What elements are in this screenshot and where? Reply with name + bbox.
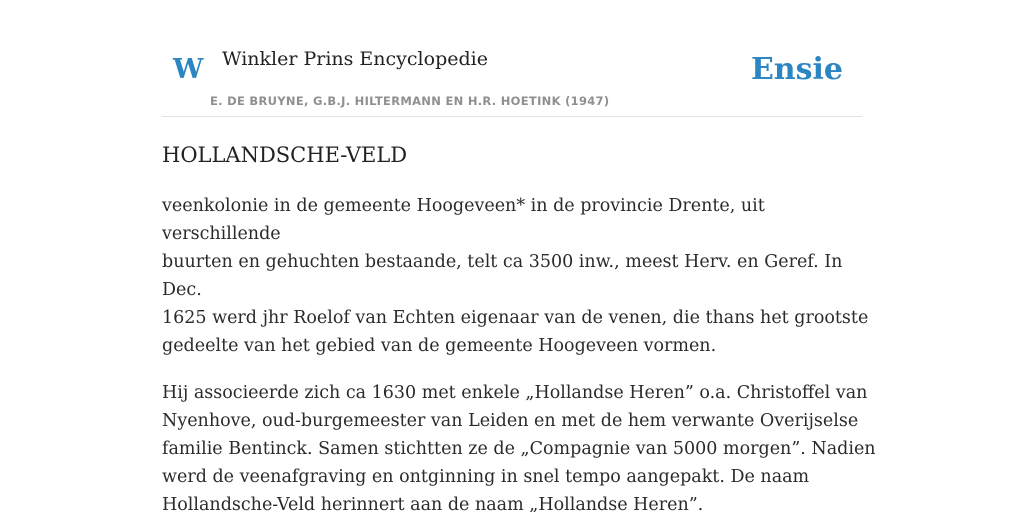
text-line: 1625 werd jhr Roelof van Echten eigenaar van de venen, die thans het grootste bbox=[162, 308, 869, 328]
text-line: familie Bentinck. Samen stichtten ze de „Compagnie van 5000 morgen”. Nadien bbox=[162, 439, 876, 459]
entry-title: HOLLANDSCHE-VELD bbox=[162, 143, 408, 167]
source-header bbox=[162, 0, 862, 117]
text-line: werd de veenafgraving en ontginning in snel tempo aangepakt. De naam bbox=[162, 467, 810, 487]
source-title[interactable]: Winkler Prins Encyclopedie bbox=[222, 48, 488, 70]
entry-body bbox=[162, 192, 882, 512]
text-line: Hij associeerde zich ca 1630 met enkele „Hollandse Heren” o.a. Christoffel van bbox=[162, 383, 868, 403]
source-authors: E. DE BRUYNE, G.B.J. HILTERMANN EN H.R. HOETINK (1947) bbox=[210, 94, 610, 108]
text-line: buurten en gehuchten bestaande, telt ca 3500 inw., meest Herv. en Geref. In Dec. bbox=[162, 252, 843, 300]
text-line: gedeelte van het gebied van de gemeente Hoogeveen vormen. bbox=[162, 336, 717, 356]
paragraph-2 bbox=[162, 379, 882, 512]
text-line: Nyenhove, oud-burgemeester van Leiden en met de hem verwante Overijselse bbox=[162, 411, 859, 431]
paragraph-1 bbox=[162, 192, 882, 360]
ensie-logo[interactable]: Ensie bbox=[750, 52, 843, 87]
text-line: veenkolonie in de gemeente Hoogeveen* in de provincie Drente, uit verschillende bbox=[162, 196, 765, 244]
text-line: Hollandsche-Veld herinnert aan de naam „Hollandse Heren”. bbox=[162, 495, 704, 512]
winkler-prins-logo[interactable]: W bbox=[173, 54, 204, 85]
